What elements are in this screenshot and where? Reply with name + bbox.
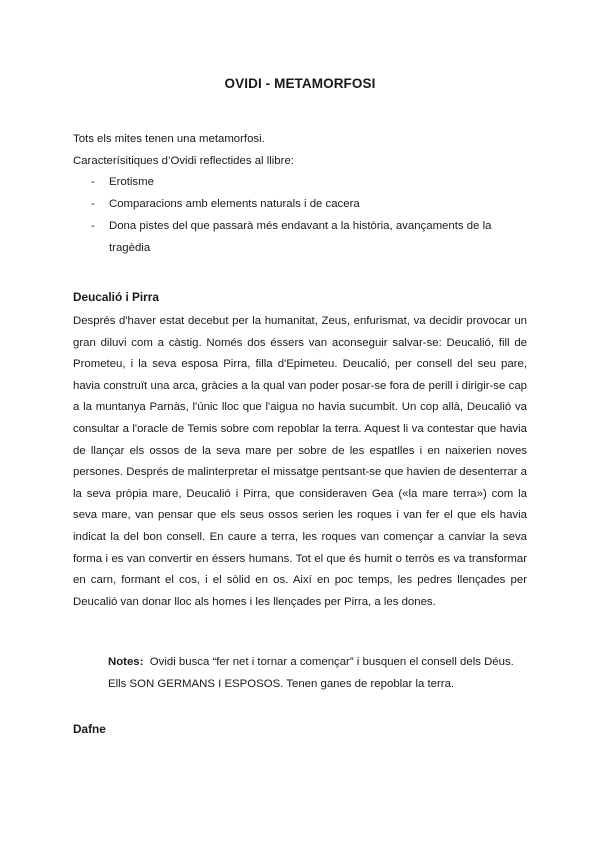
list-item-text: Dona pistes del que passarà més endavant a la història, avançaments de la tragèdia bbox=[109, 219, 492, 254]
characteristics-list bbox=[73, 172, 533, 259]
intro-block bbox=[73, 129, 533, 259]
intro-line-2: Caracterísitiques d’Ovidi reflectides al llibre: bbox=[73, 154, 294, 167]
document-title: OVIDI - METAMORFOSI bbox=[224, 76, 376, 91]
dash-bullet: - bbox=[91, 198, 95, 211]
intro-line-1: Tots els mites tenen una metamorfosi. bbox=[73, 133, 265, 145]
list-item bbox=[73, 172, 533, 194]
notes-label: Notes: bbox=[108, 656, 144, 668]
notes-text: Ovidi busca “fer net i tornar a començar” i busquen el consell dels Déus. Ells SON GERMANS I ESPOSOS. Tenen ganes de repoblar la terra. bbox=[108, 656, 514, 690]
dash-bullet: - bbox=[91, 219, 95, 232]
notes-block bbox=[108, 651, 528, 695]
section-paragraph: Després d'haver estat decebut per la humanitat, Zeus, enfurismat, va decidir provocar un gran diluvi com a càstig. Només dos éssers van aconseguir salvar-se: Deucalió, fill de Prometeu, i la seva esposa Pirra, filla d'Epimeteu. Deucalió, per consell del seu pare, havia construït una arca, gràcies a la qual van poder posar-se fora de perill i dirigir-se cap a la muntanya Parnàs, l'únic lloc que l'aigua no havia sucumbit. Un cop allà, Deucalió va consultar a l'oracle de Temis sobre com repoblar la terra. Aquest li va contestar que havia de llançar els ossos de la seva mare per sobre de les espatlles i en naixerien noves persones. Després de malinterpretar el missatge pentsant-se que havien de desenterrar a la seva pròpia mare, Deucalió i Pirra, que consideraven Gea («la mare terra») com la seva mare, van pensar que els seus ossos serien les roques i van fer el que els havia indicat la del bon consell. En caure a terra, les roques van començar a canviar la seva forma i es van convertir en éssers humans. Tot el que és humit o terròs es va transformar en carn, formant el cos, i el sòlid en os. Així en poc temps, les pedres llençades per Deucalió van donar lloc als homes i les llençades per Pirra, a les dones. bbox=[73, 315, 527, 608]
section-heading-dafne: Dafne bbox=[73, 722, 106, 736]
list-item-text: Erotisme bbox=[109, 176, 154, 189]
list-item bbox=[73, 194, 533, 216]
section-heading-deucalio: Deucalió i Pirra bbox=[73, 290, 159, 304]
list-item-text: Comparacions amb elements naturals i de cacera bbox=[109, 198, 360, 211]
dash-bullet: - bbox=[91, 176, 95, 189]
list-item bbox=[73, 216, 533, 259]
